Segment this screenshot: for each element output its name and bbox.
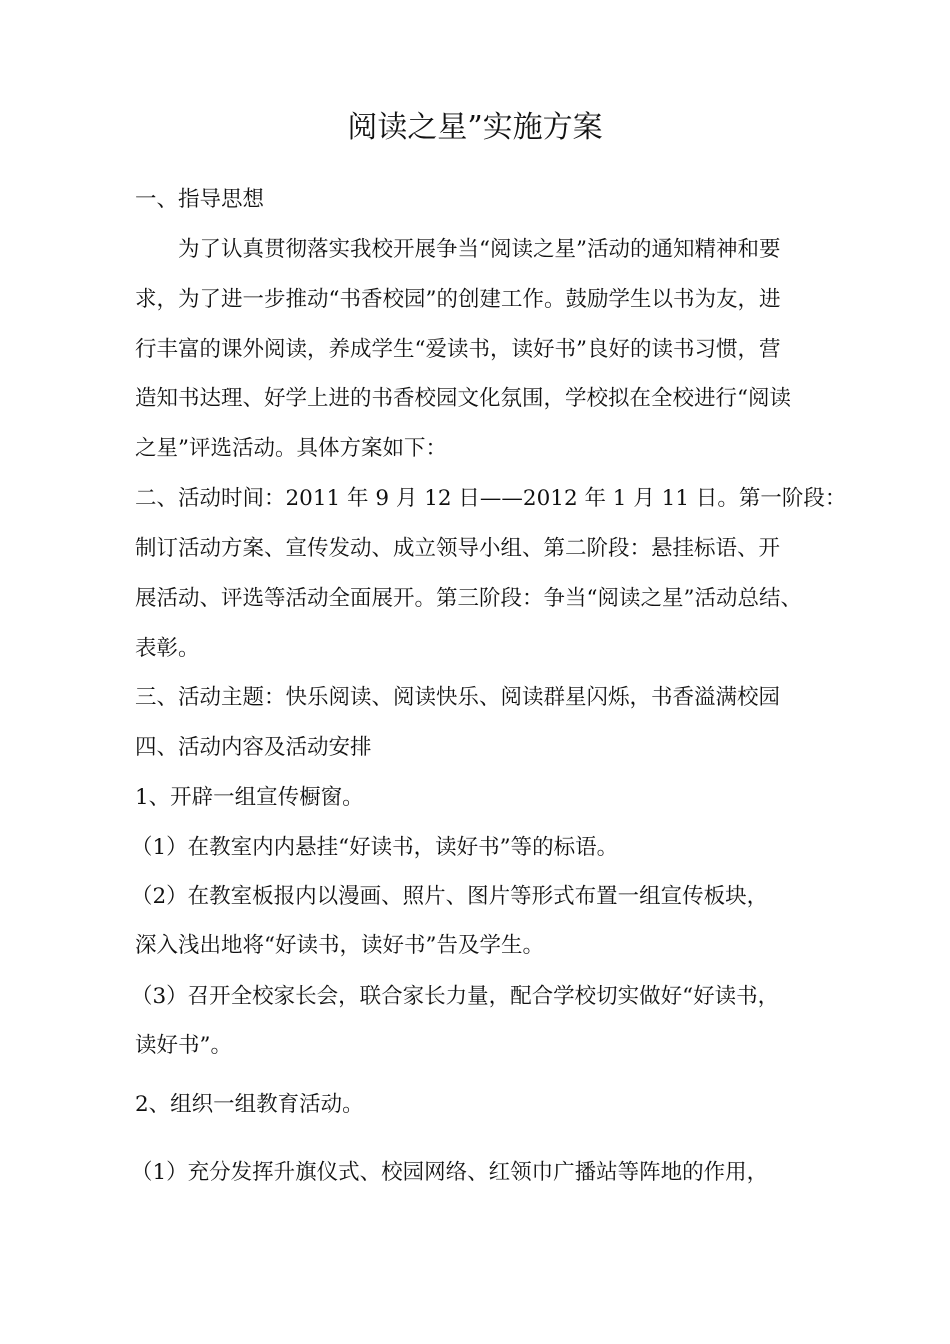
paragraph-line: 之星”评选活动。具体方案如下： xyxy=(135,436,447,461)
section-heading-guiding-ideology: 一、指导思想 xyxy=(135,187,265,212)
list-item: 2、组织一组教育活动。 xyxy=(135,1092,364,1117)
list-item: （2）在教室板报内以漫画、照片、图片等形式布置一组宣传板块， xyxy=(131,884,769,909)
paragraph-line: 造知书达理、好学上进的书香校园文化氛围，学校拟在全校进行“阅读 xyxy=(135,386,791,411)
paragraph-line: 求，为了进一步推动“书香校园”的创建工作。鼓励学生以书为友，进 xyxy=(135,287,781,312)
paragraph-line: 表彰。 xyxy=(135,636,200,661)
list-item: （3）召开全校家长会，联合家长力量，配合学校切实做好“好读书， xyxy=(131,984,780,1009)
section-heading-activity-content: 四、活动内容及活动安排 xyxy=(135,735,372,760)
paragraph-line: 展活动、评选等活动全面展开。第三阶段：争当“阅读之星”活动总结、 xyxy=(135,586,802,611)
list-item: （1）充分发挥升旗仪式、校园网络、红领巾广播站等阵地的作用， xyxy=(131,1160,769,1185)
section-heading-activity-time: 二、活动时间：2011 年 9 月 12 日——2012 年 1 月 11 日。第一阶段： xyxy=(135,486,847,511)
document-title: 阅读之星”实施方案 xyxy=(347,110,603,145)
list-item: 1、开辟一组宣传橱窗。 xyxy=(135,785,364,810)
paragraph-line: 深入浅出地将“好读书，读好书”告及学生。 xyxy=(135,933,544,958)
paragraph-line: 为了认真贯彻落实我校开展争当“阅读之星”活动的通知精神和要 xyxy=(178,237,781,262)
section-heading-activity-theme: 三、活动主题：快乐阅读、阅读快乐、阅读群星闪烁，书香溢满校园 xyxy=(135,685,781,710)
paragraph-line: 行丰富的课外阅读，养成学生“爱读书，读好书”良好的读书习惯，营 xyxy=(135,337,781,362)
paragraph-line: 制订活动方案、宣传发动、成立领导小组、第二阶段：悬挂标语、开 xyxy=(135,536,781,561)
list-item: （1）在教室内内悬挂“好读书，读好书”等的标语。 xyxy=(131,835,619,860)
paragraph-line: 读好书”。 xyxy=(135,1033,232,1058)
